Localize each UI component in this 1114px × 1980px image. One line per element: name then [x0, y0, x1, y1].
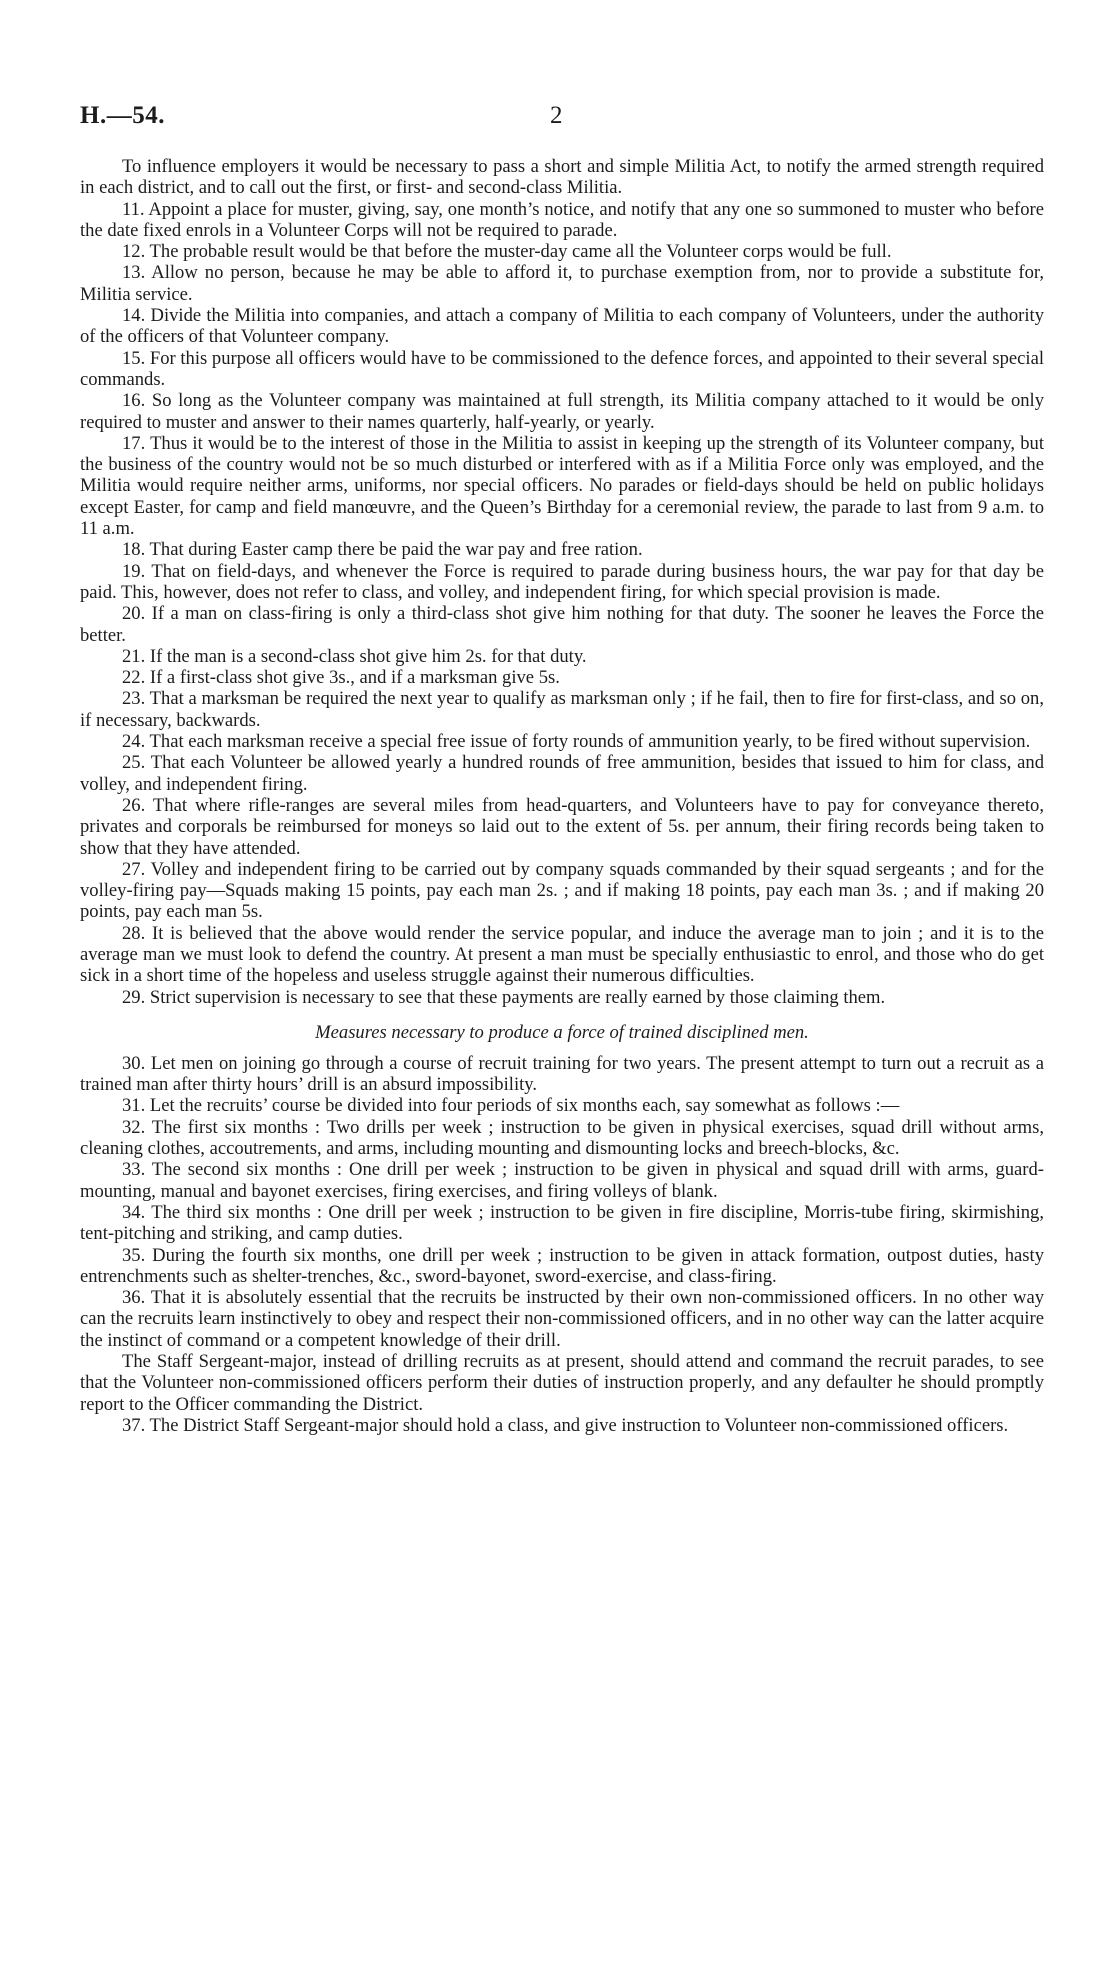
paragraph-33: 33. The second six months : One drill per week ; instruction to be given in physical and squad drill with arms, guard-mounting, manual and bayonet exercises, firing exercises, and firing volleys of blank.: [80, 1159, 1044, 1202]
paragraph-12: 12. The probable result would be that before the muster-day came all the Volunteer corps would be full.: [122, 241, 892, 263]
paragraph-22: 22. If a first-class shot give 3s., and if a marksman give 5s.: [122, 667, 560, 689]
paragraph-34: 34. The third six months : One drill per week ; instruction to be given in fire discipline, Morris-tube firing, skirmishing, tent-pitching and striking, and camp duties.: [80, 1201, 1044, 1245]
paragraph-18: 18. That during Easter camp there be paid the war pay and free ration.: [122, 539, 643, 561]
paragraph-11: 11. Appoint a place for muster, giving, say, one month’s notice, and notify that any one so summoned to muster who before the date fixed enrols in a Volunteer Corps will not be required to parade.: [80, 198, 1044, 241]
paragraph-14: 14. Divide the Militia into companies, and attach a company of Militia to each company of Volunteers, under the authority of the officers of that Volunteer company.: [80, 305, 1044, 348]
paragraph-28: 28. It is believed that the above would render the service popular, and induce the average man to join ; and it is to the average man we must look to defend the country. At present a man must be specially enthusiastic to enrol, and those who do get sick in a short time of the hopeless and useless struggle against their numerous difficulties.: [80, 922, 1044, 987]
paragraph-36: 36. That it is absolutely essential that the recruits be instructed by their own non-commissioned officers. In no other way can the recruits learn instinctively to obey and respect their non-commissioned officers, and in no other way can the latter acquire the instinct of command or a competent knowledge of their drill.: [80, 1287, 1044, 1351]
paragraph-17: 17. Thus it would be to the interest of those in the Militia to assist in keeping up the strength of its Volunteer company, but the business of the country would not be so much disturbed or interfered with as if a Militia Force only was employed, and the Militia would require neither arms, uniforms, nor special officers. No parades or field-days should be held on public holidays except Easter, for camp and field manœuvre, and the Queen’s Birthday for a ceremonial review, the parade to last from 9 a.m. to 11 a.m.: [80, 432, 1044, 540]
paragraph-19: 19. That on field-days, and whenever the Force is required to parade during business hours, the war pay for that day be paid. This, however, does not refer to class, and volley, and independent firing, for which special provision is made.: [80, 560, 1044, 603]
paragraph-16: 16. So long as the Volunteer company was maintained at full strength, its Militia company attached to it would be only required to muster and answer to their names quarterly, half-yearly, or yearly.: [80, 390, 1044, 433]
paragraph-27: 27. Volley and independent firing to be carried out by company squads commanded by their squad sergeants ; and for the volley-firing pay—Squads making 15 points, pay each man 2s. ; and if making 18 points, pay each man 3s. ; and if making 20 points, pay each man 5s.: [80, 858, 1044, 923]
paragraph-30: 30. Let men on joining go through a course of recruit training for two years. The present attempt to turn out a recruit as a trained man after thirty hours’ drill is an absurd impossibility.: [80, 1052, 1044, 1096]
paragraph-31: 31. Let the recruits’ course be divided into four periods of six months each, say somewhat as follows :—: [122, 1095, 900, 1117]
paragraph-13: 13. Allow no person, because he may be able to afford it, to purchase exemption from, nor to provide a substitute for, Militia service.: [80, 262, 1044, 305]
page-number: 2: [550, 102, 563, 129]
paragraph-intro: To influence employers it would be necessary to pass a short and simple Militia Act, to notify the armed strength required in each district, and to call out the first, or first- and second-class Militia.: [80, 156, 1044, 199]
paragraph-21: 21. If the man is a second-class shot give him 2s. for that duty.: [122, 645, 587, 667]
paragraph-15: 15. For this purpose all officers would have to be commissioned to the defence forces, and appointed to their several special commands.: [80, 347, 1044, 390]
paragraph-24: 24. That each marksman receive a special free issue of forty rounds of ammunition yearly, to be fired without supervision.: [122, 731, 1031, 753]
document-body: [80, 156, 1044, 1436]
paragraph-29: 29. Strict supervision is necessary to see that these payments are really earned by those claiming them.: [122, 986, 886, 1008]
paragraph-26: 26. That where rifle-ranges are several miles from head-quarters, and Volunteers have to pay for conveyance thereto, privates and corporals be reimbursed for moneys so laid out to the extent of 5s. per annum, their firing records being taken to show that they have attended.: [80, 794, 1044, 859]
paragraph-staff-sergeant: The Staff Sergeant-major, instead of drilling recruits as at present, should attend and command the recruit parades, to see that the Volunteer non-commissioned officers perform their duties of instruction properly, and any defaulter he should promptly report to the Officer commanding the District.: [80, 1351, 1044, 1415]
paragraph-25: 25. That each Volunteer be allowed yearly a hundred rounds of free ammunition, besides that issued to him for class, and volley, and independent firing.: [80, 752, 1044, 795]
section-heading: Measures necessary to produce a force of trained disciplined men.: [315, 1021, 809, 1043]
paragraph-35: 35. During the fourth six months, one drill per week ; instruction to be given in attack formation, outpost duties, hasty entrenchments such as shelter-trenches, &c., sword-bayonet, sword-exercise, and class-firing.: [80, 1244, 1044, 1287]
paragraph-37: 37. The District Staff Sergeant-major should hold a class, and give instruction to Volunteer non-commissioned officers.: [122, 1414, 1009, 1436]
paragraph-32: 32. The first six months : Two drills per week ; instruction to be given in physical exercises, squad drill without arms, cleaning clothes, accoutrements, and arms, including mounting and dismounting locks and breech-blocks, &c.: [80, 1116, 1044, 1160]
page-header: [80, 102, 1040, 138]
document-reference: H.—54.: [80, 102, 165, 129]
paragraph-23: 23. That a marksman be required the next year to qualify as marksman only ; if he fail, then to fire for first-class, and so on, if necessary, backwards.: [80, 688, 1044, 731]
paragraph-20: 20. If a man on class-firing is only a third-class shot give him nothing for that duty. The sooner he leaves the Force the better.: [80, 603, 1044, 646]
